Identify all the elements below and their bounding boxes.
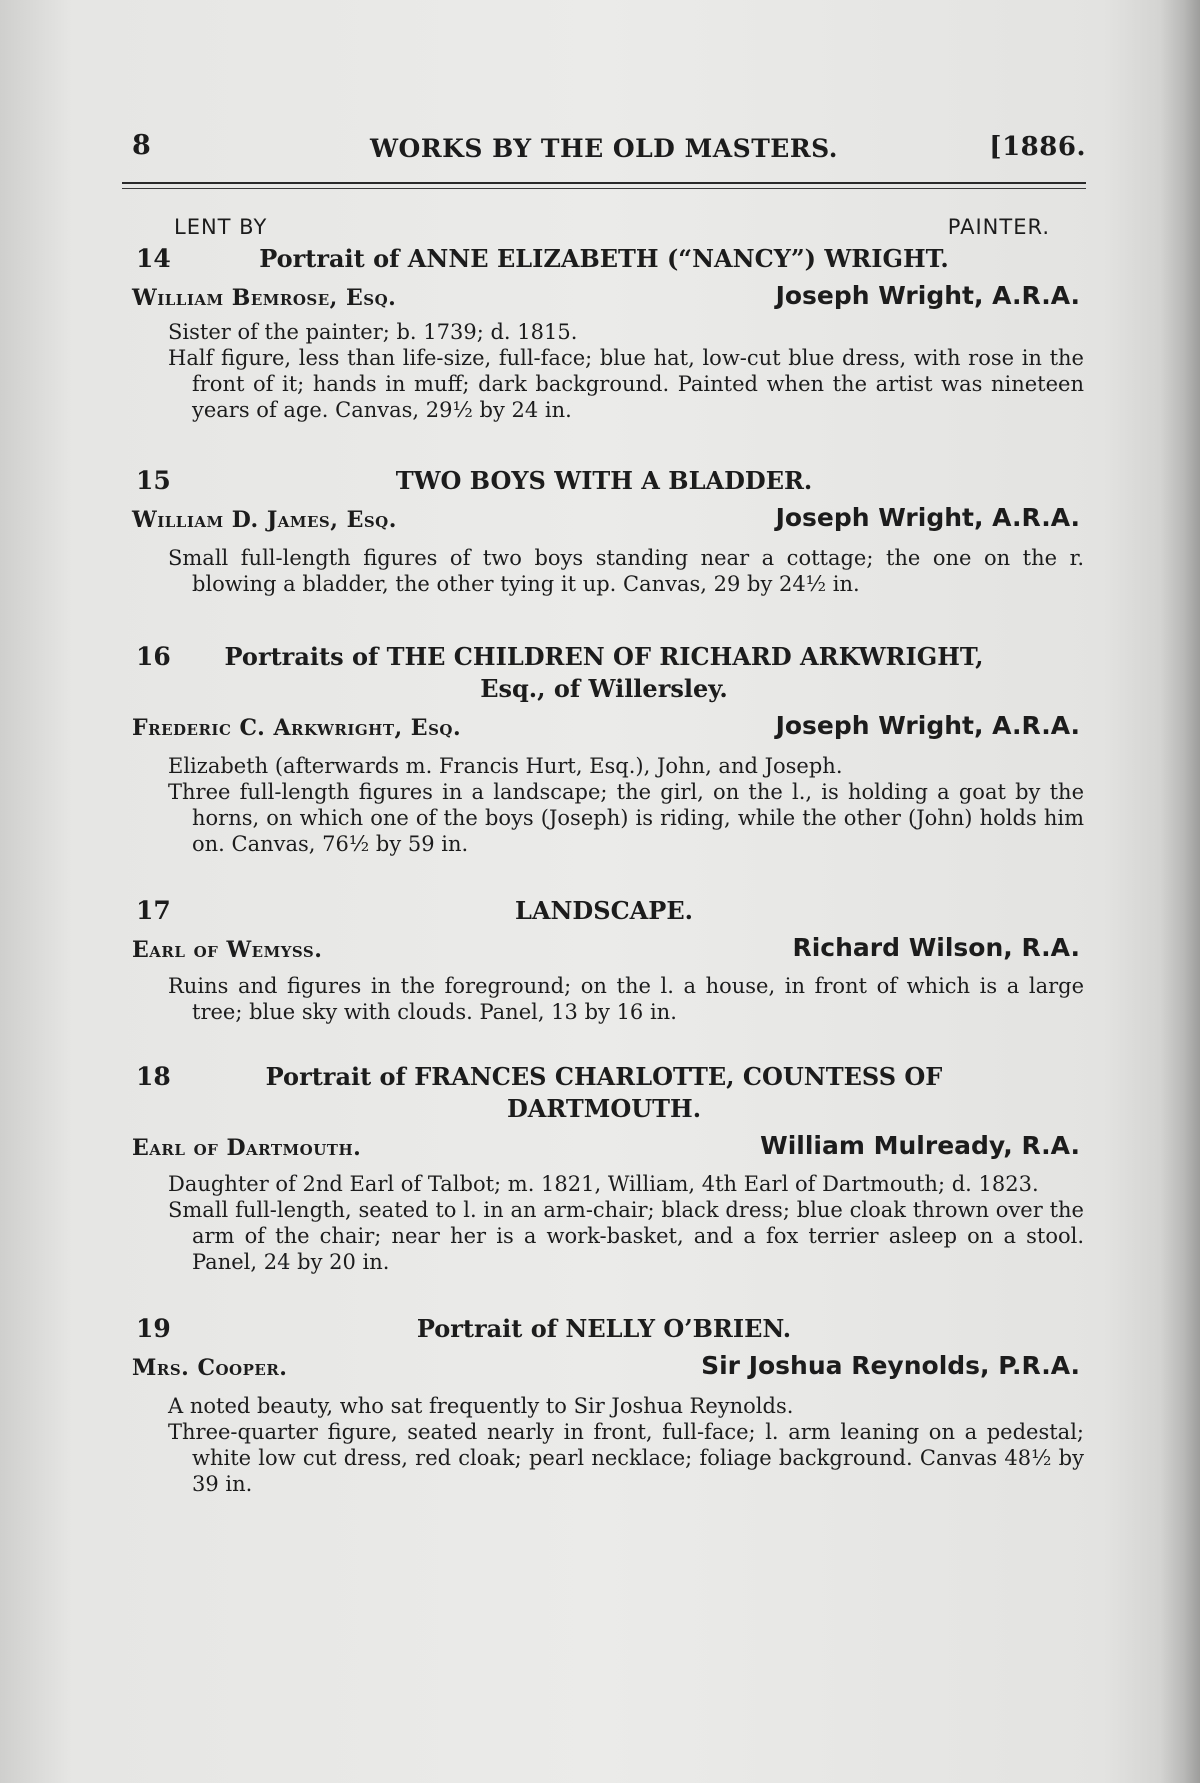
entry-title: Portrait of FRANCES CHARLOTTE, COUNTESS OF DARTMOUTH. <box>265 1062 943 1123</box>
entry-number: 19 <box>136 1314 171 1343</box>
painter-name: Joseph Wright, A.R.A. <box>775 503 1080 532</box>
description-paragraph: Half figure, less than life-size, full-face; blue hat, low-cut blue dress, with rose in the front of it; hands in muff; dark background. Painted when the artist was nineteen years of age. Canvas, 29½ by 24 in. <box>168 346 1084 422</box>
entry-number: 15 <box>136 466 171 495</box>
catalogue-entry <box>122 243 1086 423</box>
catalogue-entry <box>122 1313 1086 1497</box>
entry-description <box>168 545 1084 597</box>
painter-name: Joseph Wright, A.R.A. <box>775 281 1080 310</box>
lender-name: Frederic C. Arkwright, Esq. <box>132 715 462 741</box>
painter-heading: PAINTER. <box>947 215 1050 239</box>
lender-name: Earl of Dartmouth. <box>132 1135 362 1161</box>
entry-title: Portraits of THE CHILDREN OF RICHARD ARKWRIGHT, Esq., of Willersley. <box>224 642 984 703</box>
header-rule <box>122 182 1086 189</box>
entry-title-line <box>122 641 1086 705</box>
entry-description <box>168 973 1084 1025</box>
description-paragraph: Elizabeth (afterwards m. Francis Hurt, Esq.), John, and Joseph. <box>168 754 843 778</box>
entry-number: 18 <box>136 1062 171 1091</box>
entry-title: LANDSCAPE. <box>515 896 693 925</box>
entry-title-line <box>122 895 1086 927</box>
entry-description <box>168 1393 1084 1497</box>
painter-name: Sir Joshua Reynolds, P.R.A. <box>701 1351 1080 1380</box>
description-paragraph: Three-quarter figure, seated nearly in front, full-face; l. arm leaning on a pedestal; white low cut dress, red cloak; pearl necklace; foliage background. Canvas 48½ by 39 in. <box>168 1420 1084 1496</box>
lender-line <box>122 1129 1086 1167</box>
entry-title-line <box>122 1061 1086 1125</box>
entry-description <box>168 753 1084 857</box>
entry-title: Portrait of ANNE ELIZABETH (“NANCY”) WRIGHT. <box>259 244 949 273</box>
lender-name: Mrs. Cooper. <box>132 1355 288 1381</box>
entry-number: 14 <box>136 244 171 273</box>
lent-by-heading: LENT BY <box>174 215 268 239</box>
entry-title: TWO BOYS WITH A BLADDER. <box>395 466 813 495</box>
running-year: [1886. <box>989 132 1086 162</box>
catalogue-entry <box>122 465 1086 597</box>
catalogue-entry <box>122 641 1086 857</box>
entry-title-line <box>122 465 1086 497</box>
catalogue-entry <box>122 895 1086 1025</box>
description-paragraph: Ruins and figures in the foreground; on the l. a house, in front of which is a large tree; blue sky with clouds. Panel, 13 by 16 in. <box>168 974 1084 1024</box>
catalogue-entry <box>122 1061 1086 1275</box>
running-head <box>122 118 1086 164</box>
description-paragraph: Sister of the painter; b. 1739; d. 1815. <box>168 320 578 344</box>
book-spine-shadow <box>1160 0 1200 1783</box>
description-paragraph: Small full-length, seated to l. in an arm-chair; black dress; blue cloak thrown over the arm of the chair; near her is a work-basket, and a fox terrier asleep on a stool. Panel, 24 by 20 in. <box>168 1198 1084 1274</box>
description-paragraph: Small full-length figures of two boys standing near a cottage; the one on the r. blowing a bladder, the other tying it up. Canvas, 29 by 24½ in. <box>168 546 1084 596</box>
lender-line <box>122 279 1086 317</box>
entry-title-line <box>122 1313 1086 1345</box>
entry-number: 16 <box>136 642 171 671</box>
lender-name: William D. James, Esq. <box>132 507 397 533</box>
entry-description <box>168 1171 1084 1275</box>
entry-title-line <box>122 243 1086 275</box>
column-headings <box>122 209 1086 243</box>
running-title: WORKS BY THE OLD MASTERS. <box>369 134 838 163</box>
lender-name: William Bemrose, Esq. <box>132 285 397 311</box>
page-number: 8 <box>132 130 152 161</box>
description-paragraph: A noted beauty, who sat frequently to Sir Joshua Reynolds. <box>168 1394 794 1418</box>
entry-number: 17 <box>136 896 171 925</box>
painter-name: Joseph Wright, A.R.A. <box>775 711 1080 740</box>
entry-description <box>168 319 1084 423</box>
rule-thick <box>122 182 1086 184</box>
lender-line <box>122 709 1086 747</box>
lender-line <box>122 931 1086 969</box>
lender-line <box>122 501 1086 539</box>
rule-thin <box>122 188 1086 189</box>
entry-title: Portrait of NELLY O’BRIEN. <box>416 1314 792 1343</box>
painter-name: William Mulready, R.A. <box>760 1131 1080 1160</box>
lender-line <box>122 1349 1086 1387</box>
lender-name: Earl of Wemyss. <box>132 937 323 963</box>
page-content <box>122 118 1086 1497</box>
description-paragraph: Daughter of 2nd Earl of Talbot; m. 1821, William, 4th Earl of Dartmouth; d. 1823. <box>168 1172 1039 1196</box>
description-paragraph: Three full-length figures in a landscape; the girl, on the l., is holding a goat by the horns, on which one of the boys (Joseph) is riding, while the other (John) holds him on. Canvas, 76½ by 59 in. <box>168 780 1084 856</box>
painter-name: Richard Wilson, R.A. <box>792 933 1080 962</box>
